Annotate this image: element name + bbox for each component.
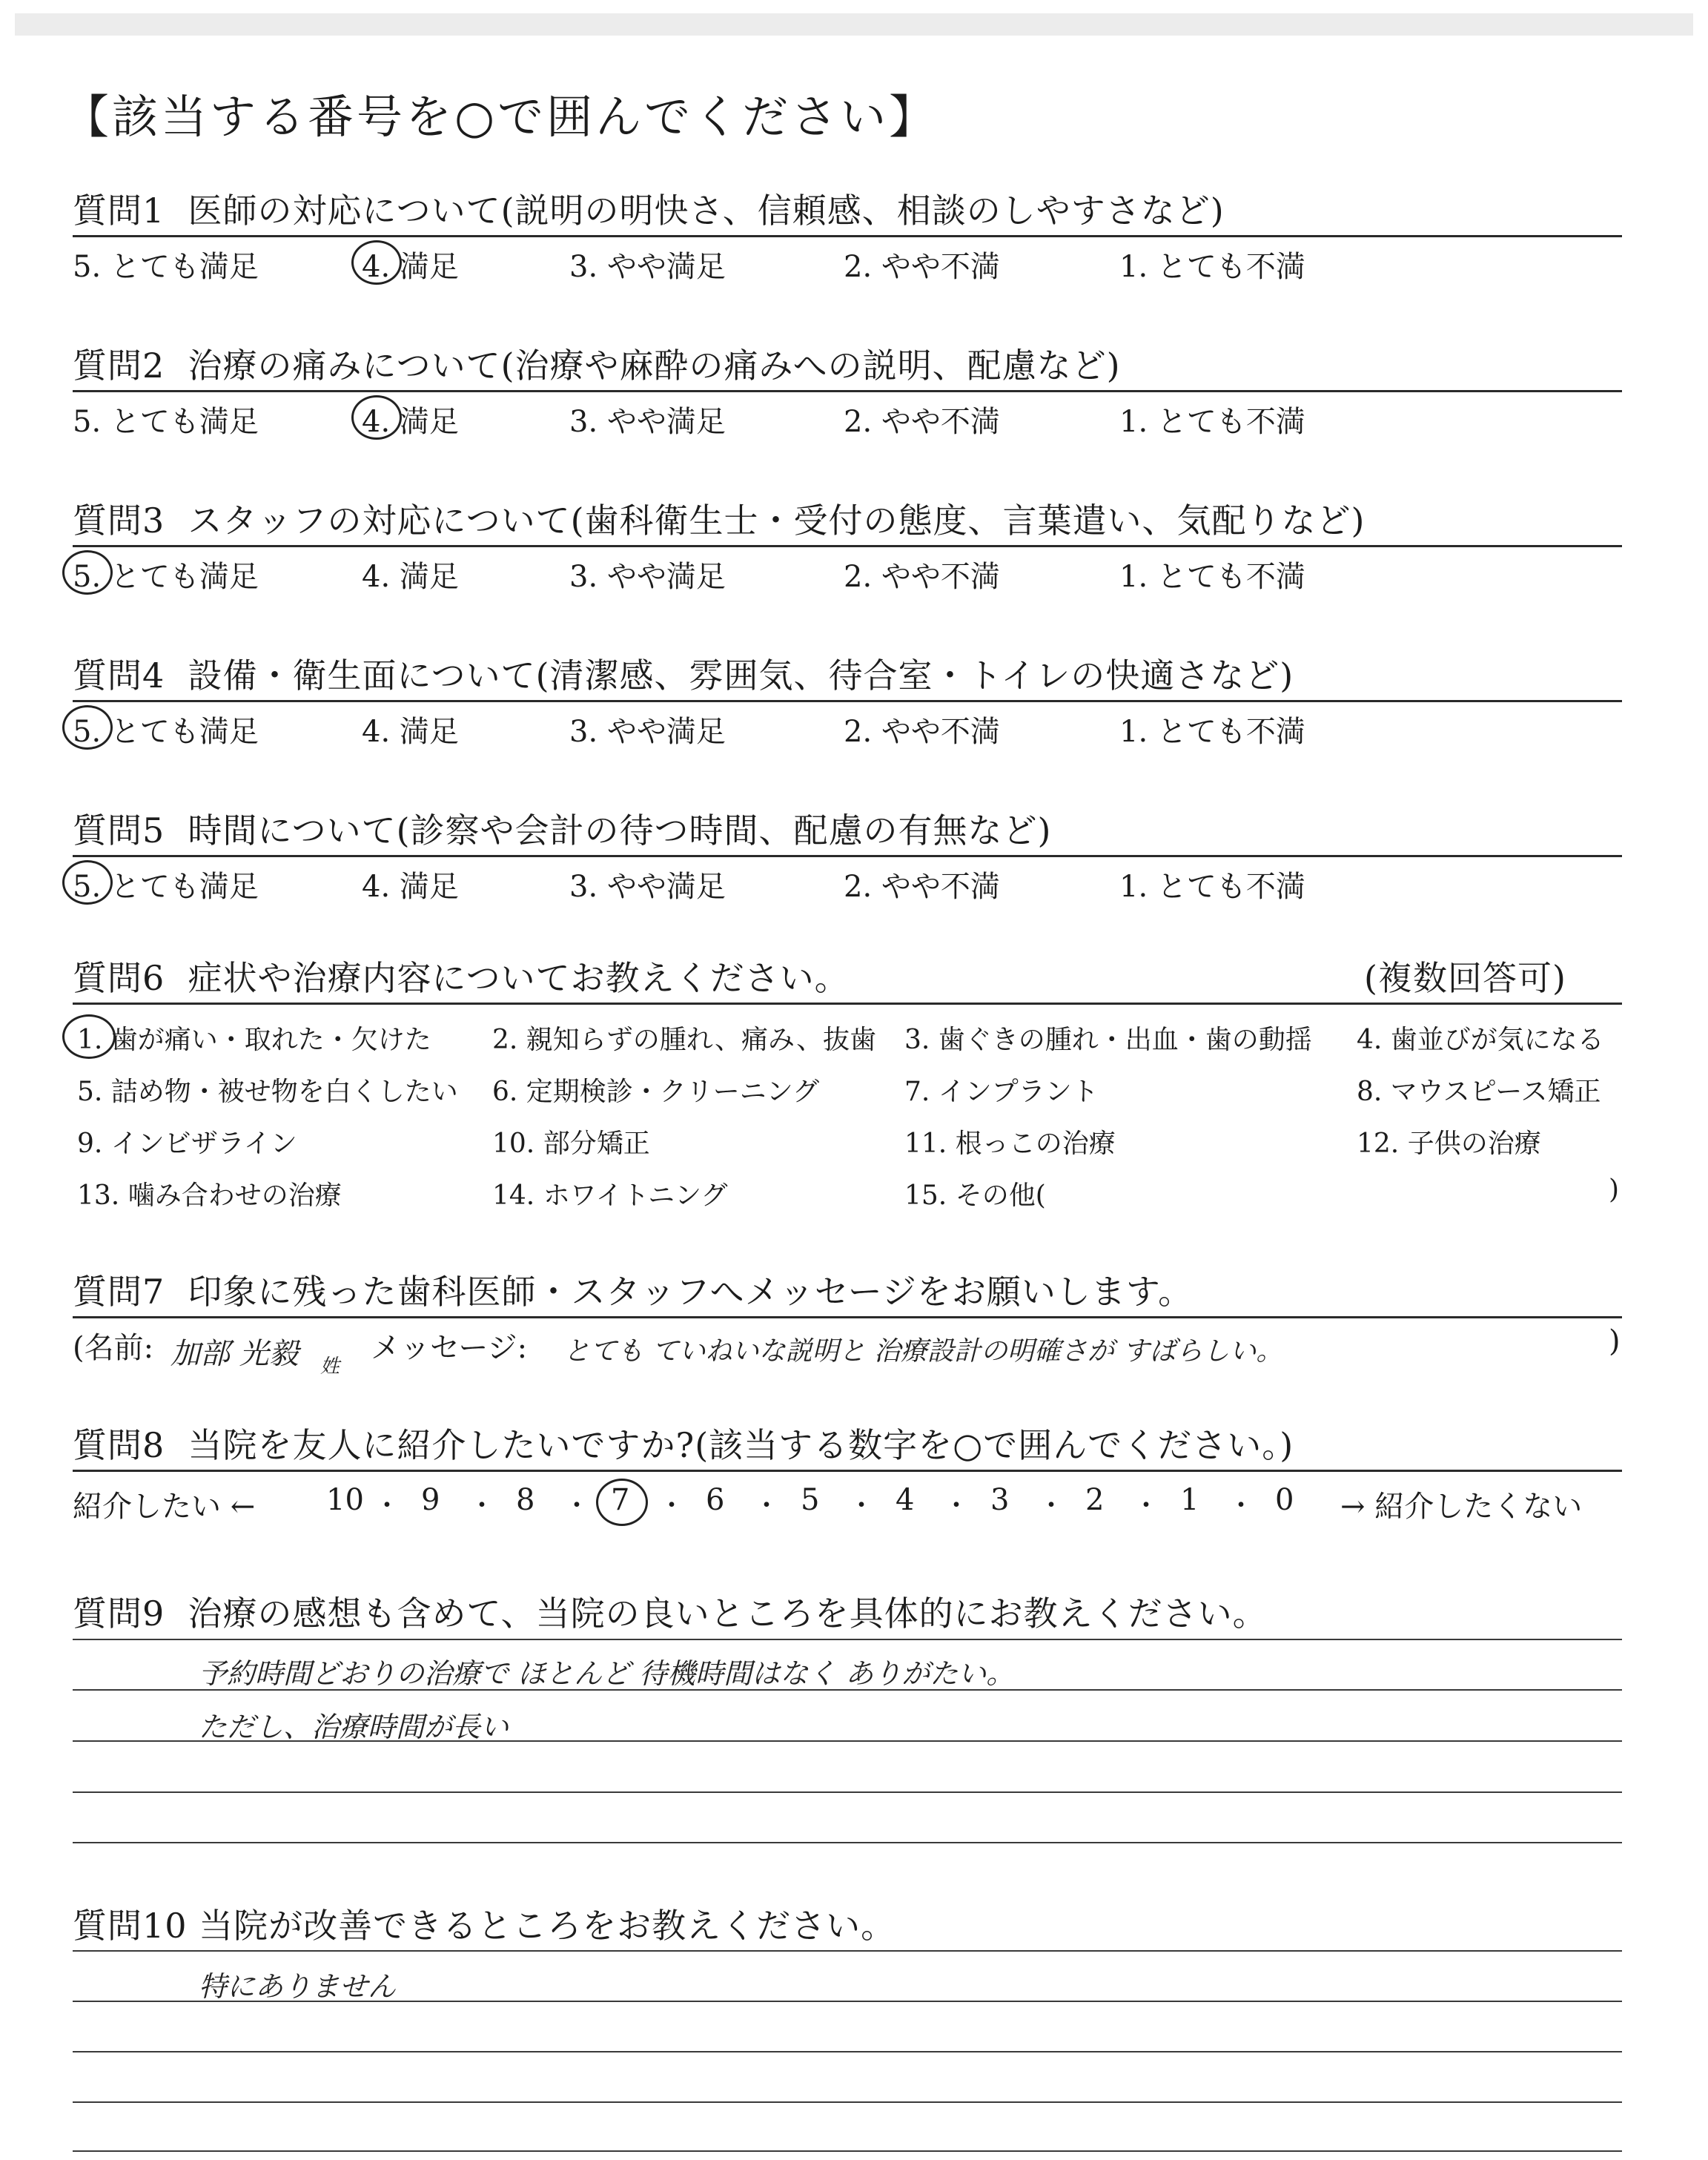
- selection-circle: [62, 1014, 116, 1059]
- rating-option[interactable]: 3. やや満足: [569, 715, 726, 749]
- q8-number-option[interactable]: 3: [990, 1483, 1010, 1517]
- q6-other-close: ): [1609, 1175, 1620, 1205]
- q6-option[interactable]: 3. 歯ぐきの腫れ・出血・歯の動揺: [904, 1025, 1312, 1055]
- q8-number-option[interactable]: 10: [326, 1483, 364, 1517]
- page-title: 【該当する番号を○で囲んでください】: [63, 90, 939, 144]
- q6-option[interactable]: 11. 根っこの治療: [904, 1129, 1116, 1159]
- selection-circle: [62, 550, 113, 595]
- q6-option[interactable]: 15. その他(: [904, 1180, 1046, 1211]
- question-title: [73, 649, 1294, 698]
- q9-answer-line: 予約時間どおりの治療で ほとんど 待機時間はなく ありがたい。: [199, 1657, 1015, 1690]
- q6-number: 質問6: [73, 958, 165, 998]
- rating-option[interactable]: 2. やや不満: [844, 560, 1000, 594]
- q10-number: 質問10: [73, 1906, 188, 1946]
- rating-option[interactable]: 4. 満足: [362, 870, 459, 904]
- q8-number-option[interactable]: 0: [1275, 1483, 1294, 1517]
- q8-separator-dot: ・: [1133, 1490, 1160, 1521]
- q9-line: [73, 1842, 1622, 1843]
- q6-option[interactable]: 1. 歯が痛い・取れた・欠けた: [77, 1025, 431, 1055]
- q7-rule: [73, 1316, 1622, 1318]
- rating-option[interactable]: 3. やや満足: [569, 250, 726, 284]
- q9-answer-line: ただし、治療時間が長い: [199, 1711, 509, 1743]
- q9-title: [73, 1587, 1268, 1636]
- question-text: 時間について(診察や会計の待つ時間、配慮の有無など): [188, 810, 1052, 851]
- q8-separator-dot: ・: [943, 1490, 970, 1521]
- q10-line: [73, 2101, 1622, 2103]
- rating-option[interactable]: 5. とても満足: [73, 870, 259, 904]
- q6-title: [73, 951, 850, 1000]
- question-rule: [73, 700, 1622, 702]
- q7-name-label: (名前:: [73, 1331, 154, 1365]
- rating-option[interactable]: 2. やや不満: [844, 250, 1000, 284]
- q8-number-option[interactable]: 1: [1180, 1483, 1199, 1517]
- rating-option[interactable]: 4. 満足: [362, 405, 459, 439]
- q8-number-option[interactable]: 7: [611, 1483, 630, 1517]
- q6-option[interactable]: 2. 親知らずの腫れ、痛み、抜歯: [492, 1025, 877, 1055]
- rating-option[interactable]: 1. とても不満: [1119, 250, 1305, 284]
- q6-option[interactable]: 10. 部分矯正: [492, 1129, 650, 1159]
- q9-line: [73, 1639, 1622, 1640]
- q7-message-value: とても ていねいな説明と 治療設計の明確さが すばらしい。: [563, 1336, 1283, 1367]
- question-title: [73, 494, 1366, 543]
- q7-number: 質問7: [73, 1272, 165, 1312]
- rating-option[interactable]: 5. とても満足: [73, 560, 259, 594]
- q6-option[interactable]: 6. 定期検診・クリーニング: [492, 1077, 820, 1107]
- q7-name-suffix: 姓: [320, 1355, 340, 1378]
- rating-option[interactable]: 5. とても満足: [73, 405, 259, 439]
- rating-option[interactable]: 1. とても不満: [1119, 715, 1305, 749]
- q9-text: 治療の感想も含めて、当院の良いところを具体的にお教えください。: [188, 1593, 1268, 1634]
- q8-number-option[interactable]: 6: [706, 1483, 725, 1517]
- q9-number: 質問9: [73, 1593, 165, 1634]
- q8-separator-dot: ・: [1228, 1490, 1255, 1521]
- q10-line: [73, 2150, 1622, 2152]
- q6-option[interactable]: 13. 噛み合わせの治療: [77, 1180, 342, 1211]
- q6-option[interactable]: 5. 詰め物・被せ物を白くしたい: [77, 1077, 458, 1107]
- q7-title: [73, 1265, 1193, 1314]
- q8-separator-dot: ・: [848, 1490, 875, 1521]
- q8-separator-dot: ・: [658, 1490, 686, 1521]
- q8-separator-dot: ・: [563, 1490, 591, 1521]
- question-text: 治療の痛みについて(治療や麻酔の痛みへの説明、配慮など): [188, 346, 1121, 386]
- rating-option[interactable]: 3. やや満足: [569, 405, 726, 439]
- rating-option[interactable]: 1. とても不満: [1119, 870, 1305, 904]
- q8-number-option[interactable]: 5: [801, 1483, 820, 1517]
- question-text: スタッフの対応について(歯科衛生士・受付の態度、言葉遣い、気配りなど): [188, 501, 1366, 541]
- q8-separator-dot: ・: [1038, 1490, 1065, 1521]
- rating-option[interactable]: 4. 満足: [362, 715, 459, 749]
- rating-option[interactable]: 1. とても不満: [1119, 405, 1305, 439]
- question-rule: [73, 390, 1622, 392]
- q10-title: [73, 1899, 896, 1948]
- question-title: [73, 184, 1225, 233]
- q8-number-option[interactable]: 2: [1085, 1483, 1105, 1517]
- question-rule: [73, 235, 1622, 237]
- q8-number-option[interactable]: 4: [896, 1483, 915, 1517]
- rating-option[interactable]: 1. とても不満: [1119, 560, 1305, 594]
- rating-option[interactable]: 3. やや満足: [569, 870, 726, 904]
- question-text: 医師の対応について(説明の明快さ、信頼感、相談のしやすさなど): [188, 191, 1225, 231]
- q10-line: [73, 2051, 1622, 2052]
- rating-option[interactable]: 5. とても満足: [73, 715, 259, 749]
- rating-option[interactable]: 2. やや不満: [844, 405, 1000, 439]
- q9-line: [73, 1791, 1622, 1793]
- q10-line: [73, 1950, 1622, 1952]
- question-number: 質問4: [73, 655, 165, 696]
- q6-option[interactable]: 9. インビザライン: [77, 1129, 297, 1159]
- q7-text: 印象に残った歯科医師・スタッフへメッセージをお願いします。: [188, 1272, 1194, 1312]
- question-number: 質問5: [73, 810, 165, 851]
- q6-option[interactable]: 8. マウスピース矯正: [1357, 1077, 1601, 1107]
- q7-close: ): [1609, 1324, 1621, 1358]
- selection-circle: [62, 705, 113, 750]
- question-number: 質問3: [73, 501, 165, 541]
- selection-circle: [596, 1479, 648, 1526]
- q7-message-label: メッセージ:: [371, 1331, 528, 1365]
- q8-rule: [73, 1470, 1622, 1472]
- q6-option[interactable]: 7. インプラント: [904, 1077, 1099, 1107]
- q8-separator-dot: ・: [753, 1490, 781, 1521]
- q8-left-label: 紹介したい ←: [73, 1490, 256, 1524]
- rating-option[interactable]: 4. 満足: [362, 560, 459, 594]
- question-text: 設備・衛生面について(清潔感、雰囲気、待合室・トイレの快適さなど): [188, 655, 1294, 696]
- selection-circle: [351, 395, 402, 440]
- q8-separator-dot: ・: [469, 1490, 496, 1521]
- q6-option[interactable]: 12. 子供の治療: [1357, 1129, 1541, 1159]
- rating-option[interactable]: 2. やや不満: [844, 870, 1000, 904]
- q6-rule: [73, 1003, 1622, 1005]
- question-title: [73, 339, 1121, 388]
- q6-option[interactable]: 14. ホワイトニング: [492, 1180, 728, 1211]
- q6-option[interactable]: 4. 歯並びが気になる: [1357, 1025, 1604, 1055]
- q10-answer-line: 特にありません: [199, 1970, 397, 2003]
- selection-circle: [351, 240, 402, 285]
- rating-option[interactable]: 3. やや満足: [569, 560, 726, 594]
- selection-circle: [62, 860, 113, 905]
- q8-right-label: → 紹介したくない: [1340, 1490, 1583, 1524]
- q7-name-value: 加部 光毅: [171, 1337, 299, 1371]
- q8-number-option[interactable]: 9: [421, 1483, 440, 1517]
- q8-number-option[interactable]: 8: [516, 1483, 535, 1517]
- q6-text: 症状や治療内容についてお教えください。: [188, 958, 850, 998]
- q8-title: [73, 1418, 1294, 1467]
- question-rule: [73, 855, 1622, 857]
- rating-option[interactable]: 2. やや不満: [844, 715, 1000, 749]
- q8-number: 質問8: [73, 1425, 165, 1465]
- q6-note: (複数回答可): [1364, 958, 1566, 998]
- question-rule: [73, 545, 1622, 547]
- question-number: 質問2: [73, 346, 165, 386]
- q8-separator-dot: ・: [374, 1490, 401, 1521]
- question-title: [73, 804, 1052, 853]
- question-number: 質問1: [73, 191, 165, 231]
- q8-text: 当院を友人に紹介したいですか?(該当する数字を○で囲んでください。): [188, 1425, 1294, 1465]
- rating-option[interactable]: 5. とても満足: [73, 250, 259, 284]
- rating-option[interactable]: 4. 満足: [362, 250, 459, 284]
- q10-text: 当院が改善できるところをお教えください。: [199, 1906, 896, 1946]
- scan-top-edge: [15, 13, 1693, 36]
